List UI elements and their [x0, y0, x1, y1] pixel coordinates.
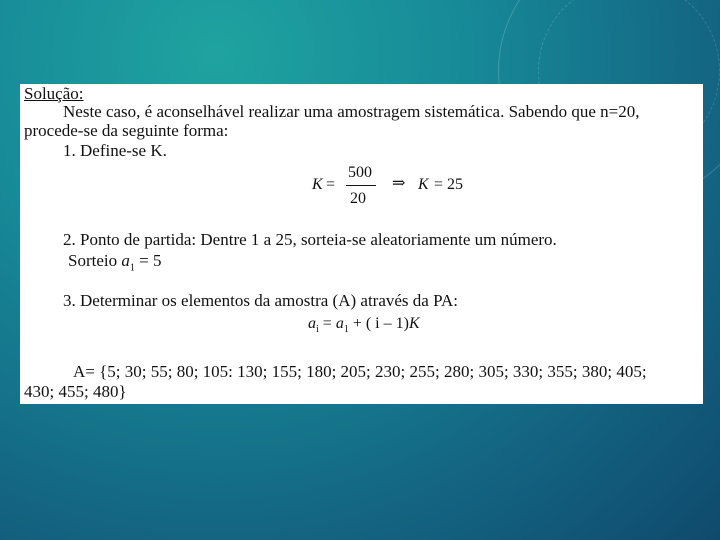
sorteio-label: Sorteio: [68, 251, 118, 270]
sorteio-sub: 1: [129, 262, 135, 274]
pa-rest: + ( i – 1): [352, 315, 409, 332]
fraction-bar: [346, 185, 376, 186]
sorteio-value: = 5: [139, 251, 162, 270]
implies-arrow-icon: ⇒: [392, 175, 406, 192]
equals-sign: =: [326, 176, 336, 193]
pa-equals: =: [322, 315, 332, 332]
fraction-numerator: 500: [348, 164, 372, 181]
pa-sub-i: i: [316, 324, 319, 336]
k-symbol-result: K: [418, 176, 429, 193]
sorteio-line: [68, 251, 161, 274]
k-result-value: = 25: [434, 176, 464, 193]
pa-k: K: [408, 315, 420, 332]
amostra-line-1: A= {5; 30; 55; 80; 105: 130; 155; 180; 205; 230; 255; 280; 305; 330; 355; 380; 405;: [73, 362, 647, 381]
step-2-text: 2. Ponto de partida: Dentre 1 a 25, sorteia-se aleatoriamente um número.: [63, 230, 557, 249]
intro-line-2: procede-se da seguinte forma:: [24, 121, 229, 140]
amostra-line-2: 430; 455; 480}: [24, 382, 127, 401]
fraction-denominator: 20: [350, 190, 366, 207]
intro-line-1: Neste caso, é aconselhável realizar uma amostragem sistemática. Sabendo que n=20,: [63, 102, 640, 121]
solution-title: Solução:: [24, 84, 84, 103]
k-symbol: K: [312, 176, 323, 193]
pa-a-i: a: [308, 315, 316, 332]
solution-panel: [20, 84, 703, 404]
pa-a-1: a: [335, 315, 344, 332]
step-1-text: 1. Define-se K.: [63, 141, 167, 160]
pa-formula: [308, 315, 420, 336]
k-equation: [312, 164, 462, 208]
pa-sub-1: 1: [343, 324, 349, 336]
step-3-text: 3. Determinar os elementos da amostra (A) através da PA:: [63, 291, 458, 310]
sorteio-var: a: [121, 251, 130, 270]
